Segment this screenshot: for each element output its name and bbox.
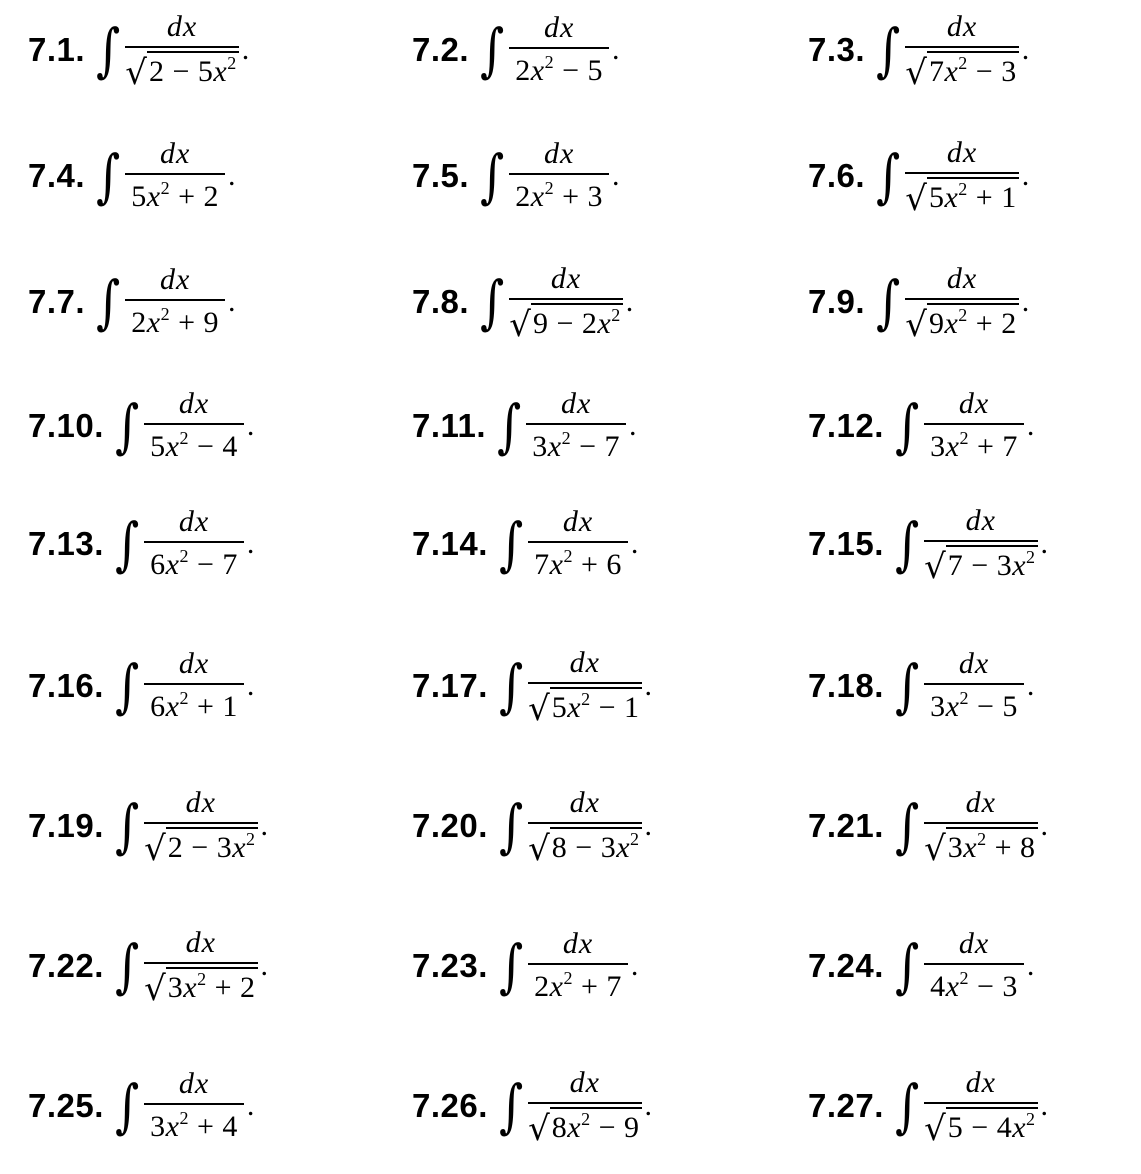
square-root-icon: √ [905,304,927,345]
denominator [144,964,257,1009]
numerator: dx [159,263,191,297]
fraction [905,262,1018,345]
denominator [125,175,225,215]
numerator: dx [166,10,198,44]
period: . [1021,33,1030,66]
denominator [924,1104,1037,1149]
denominator [905,174,1018,219]
denominator [924,824,1037,869]
period: . [246,669,255,702]
numerator: dx [543,137,575,171]
integral-sign-icon: ∫ [114,932,140,1000]
period: . [1021,285,1030,318]
fraction [924,927,1024,1005]
exercise-item [808,126,1029,226]
integral-sign-icon: ∫ [876,268,901,336]
fraction [924,1066,1037,1149]
denominator [528,824,641,869]
numerator: dx [561,387,592,421]
exercise-number: 7.5. [412,157,470,194]
integral-sign-icon: ∫ [114,792,140,860]
denominator-expression: $5x^2 - 4$ [150,428,238,464]
integral-sign-icon: ∫ [876,16,901,84]
numerator: dx [946,136,978,170]
period: . [612,159,620,192]
period: . [1040,1089,1049,1122]
square-root-icon: √ [924,828,946,869]
exercise-item [808,776,1048,876]
exercise-item [28,494,254,594]
exercise-item [28,776,268,876]
denominator [144,543,244,583]
denominator [924,542,1037,587]
square-root-icon: √ [905,178,927,219]
fraction [125,263,225,341]
exercise-item [28,376,254,476]
fraction [924,786,1037,869]
integral-sign-icon: ∫ [498,792,524,860]
denominator [509,300,622,345]
integral-sign-icon: ∫ [894,652,920,720]
integral-sign-icon: ∫ [894,1072,920,1140]
fraction [528,1066,641,1149]
exercise-item [412,916,638,1016]
denominator [125,48,238,93]
exercise-number: 7.10. [28,407,104,444]
denominator-expression: $2 - 3x^2$ [167,829,256,865]
exercise-item [808,494,1048,594]
exercise-item [808,0,1029,100]
exercise-number: 7.19. [28,807,104,844]
exercise-item [412,494,638,594]
period: . [612,33,620,66]
numerator: dx [946,10,978,44]
exercise-number: 7.25. [28,1087,104,1124]
numerator: dx [178,1067,210,1101]
exercise-item [412,126,620,226]
fraction [509,11,609,89]
fraction [144,505,244,583]
exercise-number: 7.8. [412,283,470,320]
denominator [905,300,1018,345]
exercise-item [808,636,1034,736]
period: . [644,669,653,702]
denominator-expression: $2x^2 + 9$ [131,304,220,340]
period: . [1040,809,1049,842]
denominator-expression: $9 - 2x^2$ [532,305,621,341]
exercise-item [412,252,633,352]
exercise-item [412,776,652,876]
exercise-number: 7.26. [412,1087,488,1124]
integral-sign-icon: ∫ [114,652,140,720]
denominator-expression: $5x^2 + 2$ [131,178,220,214]
denominator [144,824,257,869]
integral-sign-icon: ∫ [498,510,524,578]
numerator: dx [550,262,582,296]
fraction [144,387,244,465]
denominator-expression: $7x^2 - 3$ [928,53,1017,89]
numerator: dx [958,387,990,421]
denominator-expression: $5x^2 + 1$ [928,179,1017,215]
integral-sign-icon: ∫ [480,268,505,336]
exercise-number: 7.24. [808,947,884,984]
denominator [509,49,609,89]
exercise-item [28,636,254,736]
denominator-expression: $2x^2 - 5$ [515,52,604,88]
integral-sign-icon: ∫ [894,932,920,1000]
denominator [526,425,626,465]
denominator [509,175,609,215]
exercise-item [28,0,249,100]
numerator: dx [159,137,191,171]
fraction [924,387,1024,465]
period: . [1040,527,1049,560]
exercise-item [808,376,1034,476]
numerator: dx [965,504,996,538]
exercise-number: 7.18. [808,667,884,704]
square-root-icon: √ [144,828,166,869]
fraction [509,262,622,345]
exercise-number: 7.14. [412,525,488,562]
period: . [1026,409,1035,442]
integral-sign-icon: ∫ [498,932,524,1000]
exercise-item [808,1056,1048,1156]
denominator-expression: $5 - 4x^2$ [947,1109,1036,1145]
square-root-icon: √ [144,968,166,1009]
denominator [528,543,628,583]
denominator [144,1105,244,1145]
denominator-expression: $3x^2 - 5$ [930,688,1018,724]
exercise-item [808,252,1029,352]
numerator: dx [178,505,210,539]
fraction [905,136,1018,219]
period: . [630,527,639,560]
integral-sign-icon: ∫ [876,142,901,210]
exercise-item [28,1056,254,1156]
square-root-icon: √ [924,546,946,587]
period: . [629,409,637,442]
integral-sign-icon: ∫ [114,1072,140,1140]
period: . [246,527,255,560]
numerator: dx [958,927,990,961]
square-root-icon: √ [924,1108,946,1149]
denominator [144,685,244,725]
exercise-number: 7.20. [412,807,488,844]
fraction [924,504,1037,587]
denominator-expression: $3x^2 + 4$ [150,1108,238,1144]
integral-sign-icon: ∫ [498,1072,524,1140]
denominator-expression: $2 - 5x^2$ [148,53,237,89]
fraction [528,786,641,869]
fraction [924,647,1024,725]
exercise-item [28,916,268,1016]
period: . [241,33,250,66]
numerator: dx [178,647,210,681]
fraction [905,10,1018,93]
square-root-icon: √ [509,304,531,345]
numerator: dx [543,11,575,45]
exercise-number: 7.4. [28,157,86,194]
exercise-number: 7.7. [28,283,86,320]
numerator: dx [562,505,594,539]
denominator-expression: $7 - 3x^2$ [947,547,1036,583]
numerator: dx [185,786,216,820]
fraction [509,137,609,215]
numerator: dx [562,927,594,961]
numerator: dx [569,1066,600,1100]
denominator-expression: $3x^2 + 8$ [947,829,1036,865]
numerator: dx [958,647,990,681]
numerator: dx [569,646,600,680]
period: . [625,285,634,318]
integral-sign-icon: ∫ [894,510,920,578]
integral-sign-icon: ∫ [96,16,121,84]
denominator-expression: $2x^2 + 3$ [515,178,604,214]
square-root-icon: √ [528,688,550,729]
exercise-item [412,636,652,736]
denominator [144,425,244,465]
denominator-expression: $8 - 3x^2$ [551,829,640,865]
exercise-number: 7.6. [808,157,866,194]
denominator [528,1104,641,1149]
period: . [1026,669,1035,702]
denominator-expression: $9x^2 + 2$ [928,305,1017,341]
denominator-expression: $5x^2 - 1$ [551,689,640,725]
period: . [1026,949,1035,982]
exercise-number: 7.2. [412,31,470,68]
fraction [125,10,238,93]
square-root-icon: √ [528,828,550,869]
exercise-number: 7.13. [28,525,104,562]
exercise-item [808,916,1034,1016]
square-root-icon: √ [905,52,927,93]
numerator: dx [185,926,216,960]
exercise-number: 7.23. [412,947,488,984]
numerator: dx [178,387,210,421]
denominator [924,425,1024,465]
integral-sign-icon: ∫ [480,16,505,84]
exercise-item [412,1056,652,1156]
denominator [905,48,1018,93]
numerator: dx [965,1066,996,1100]
exercise-item [28,126,236,226]
integral-sign-icon: ∫ [894,392,920,460]
period: . [228,285,236,318]
fraction [144,786,257,869]
integral-sign-icon: ∫ [114,392,140,460]
exercise-number: 7.22. [28,947,104,984]
fraction [125,137,225,215]
integral-sign-icon: ∫ [96,268,121,336]
exercise-number: 7.15. [808,525,884,562]
integral-sign-icon: ∫ [96,142,121,210]
exercise-item [412,376,637,476]
denominator-expression: $4x^2 - 3$ [930,968,1018,1004]
exercise-number: 7.1. [28,31,86,68]
denominator [125,301,225,341]
denominator [924,685,1024,725]
exercise-number: 7.17. [412,667,488,704]
exercise-number: 7.3. [808,31,866,68]
denominator-expression: $2x^2 + 7$ [534,968,622,1004]
denominator-expression: $3x^2 - 7$ [532,428,621,464]
period: . [1021,159,1030,192]
period: . [644,809,653,842]
fraction [526,387,626,465]
period: . [246,1089,255,1122]
exercise-number: 7.27. [808,1087,884,1124]
square-root-icon: √ [528,1108,550,1149]
fraction [144,647,244,725]
square-root-icon: √ [125,52,147,93]
fraction [528,927,628,1005]
exercise-item [28,252,236,352]
fraction [144,1067,244,1145]
exercise-number: 7.12. [808,407,884,444]
fraction [528,505,628,583]
exercise-item [412,0,620,100]
integral-sign-icon: ∫ [497,392,522,460]
denominator-expression: $3x^2 + 7$ [930,428,1018,464]
period: . [260,809,269,842]
denominator-expression: $6x^2 - 7$ [150,546,238,582]
integral-sign-icon: ∫ [894,792,920,860]
denominator-expression: $6x^2 + 1$ [150,688,238,724]
period: . [246,409,255,442]
denominator [924,965,1024,1005]
denominator-expression: $7x^2 + 6$ [534,546,622,582]
period: . [260,949,269,982]
integral-sign-icon: ∫ [114,510,140,578]
fraction [144,926,257,1009]
exercise-number: 7.9. [808,283,866,320]
numerator: dx [946,262,978,296]
exercise-number: 7.21. [808,807,884,844]
period: . [630,949,639,982]
fraction [528,646,641,729]
integral-sign-icon: ∫ [498,652,524,720]
exercise-number: 7.11. [412,407,487,444]
numerator: dx [569,786,600,820]
numerator: dx [965,786,996,820]
denominator-expression: $8x^2 - 9$ [551,1109,640,1145]
denominator [528,965,628,1005]
denominator [528,684,641,729]
integral-sign-icon: ∫ [480,142,505,210]
exercise-number: 7.16. [28,667,104,704]
denominator-expression: $3x^2 + 2$ [167,969,256,1005]
period: . [644,1089,653,1122]
period: . [228,159,236,192]
